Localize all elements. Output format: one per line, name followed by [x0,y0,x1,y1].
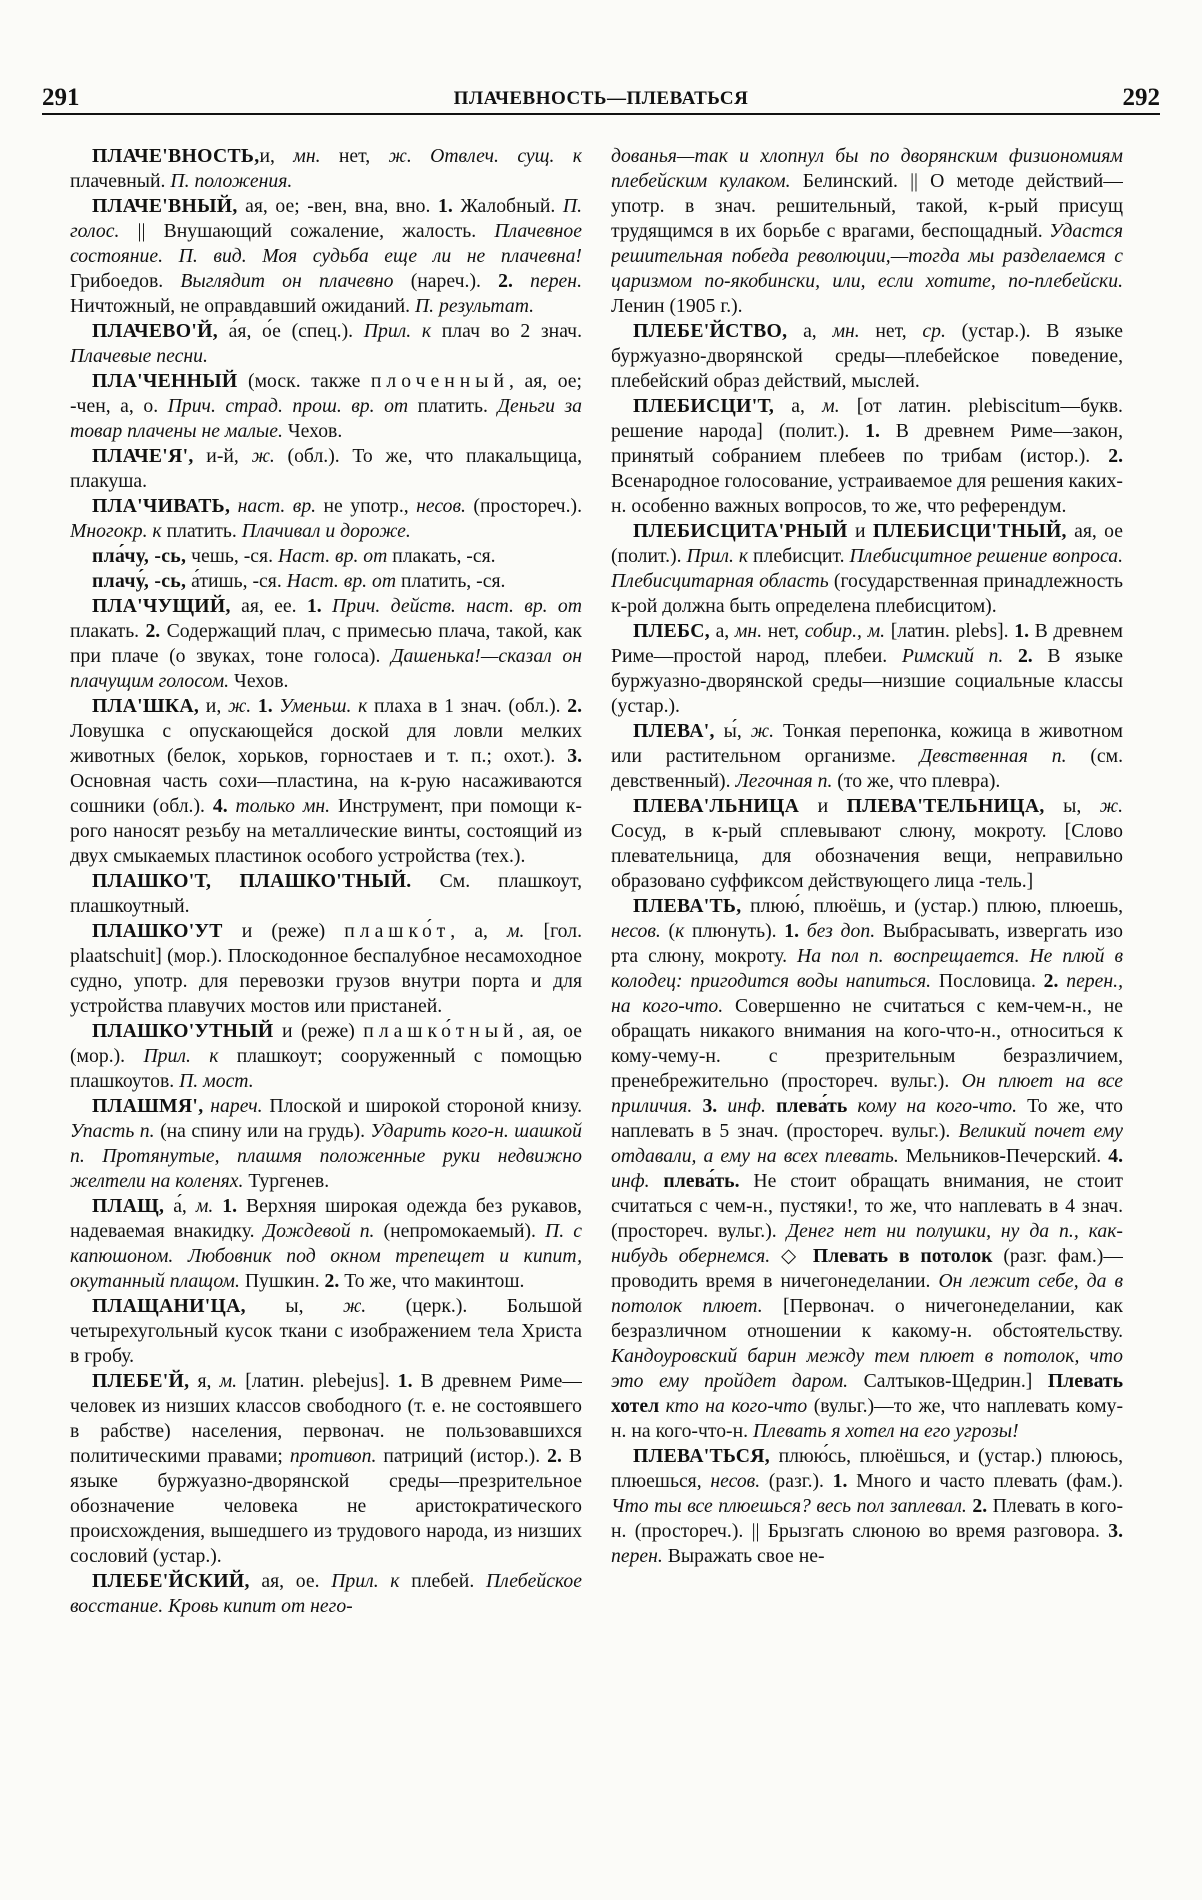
entry-text: 1. [306,595,322,617]
entry-text: и [799,795,847,817]
entry-text: Грибоедов. [70,270,181,292]
left-column [70,144,582,1884]
entry-text: , ая, ое; -чен, а, о. [70,370,582,417]
right-column [611,144,1123,1884]
entry-text: платить. [161,520,242,542]
entry-text: плебей. [399,1570,486,1592]
entry-text: мн. [832,320,860,342]
entry-text: плаха в 1 знач. (обл.). [367,695,568,717]
entry-headword: ПЛАЧЕ'ВНЫЙ, [92,195,238,217]
entry-text [251,695,258,717]
entry-text: ж. [342,1295,367,1317]
entry-text: Удастся решительная победа революции,—тогда мы разделаемся с царизмом по-якобински, или, если хотите, по-плебейски. [611,220,1123,292]
entry-headword: ПЛЕВА'ТЕЛЬНИЦА, [846,795,1045,817]
entry-text: Основная часть сохи—пластина, на к-рую насаживаются сошники (обл.). [70,770,582,817]
entry-text: Плебейское восстание. Кровь кипит от него- [70,1570,582,1617]
entry-text: мн. [734,620,763,642]
entry-text: 2. [1043,970,1059,992]
dictionary-entry [70,1019,582,1094]
entry-text: платить. [408,395,498,417]
entry-text: Всенародное голосование, устраиваемое для решения каких-н. особенно важных вопросов, то же, что референдум. [611,470,1123,517]
entry-text: Верхняя широкая одежда без рукавов, надеваемая внакидку. [70,1195,582,1242]
entry-text: [от латин. plebiscitum—букв. решение народа] (полит.). [611,395,1123,442]
entry-text: Деньги за товар плачены не малые. [70,395,582,442]
entry-text: ж. [227,695,252,717]
entry-text: 3. [702,1095,718,1117]
entry-text: Плебисцитное решение вопроса. Плебисцитарная область [611,545,1123,592]
page-number-left: 291 [42,84,80,111]
entry-text: плачевный. [70,170,171,192]
entry-text: [латин. plebejus]. [237,1370,398,1392]
entry-text: инф. [717,1095,766,1117]
page-number-right: 292 [1122,84,1160,111]
entry-text: м. [219,1370,238,1392]
entry-text: То же, что макинтош. [339,1270,525,1292]
entry-text: 1. [832,1470,848,1492]
entry-text: Тургенев. [243,1170,330,1192]
entry-headword: ПЛАШКО'УТНЫЙ [92,1020,274,1042]
entry-text: (на спину или на грудь). [154,1120,371,1142]
entry-text: Наст. вр. от [286,570,397,592]
entry-text: 1. [397,1370,413,1392]
entry-text: плебисцит. [748,545,850,567]
dictionary-entry [70,1569,582,1619]
entry-headword: ПЛАЧЕ'Я', [92,445,194,467]
dictionary-entry [611,319,1123,394]
entry-text: 2. [547,1445,562,1467]
entry-text: Выражать свое не- [662,1545,825,1567]
entry-text: Чехов. [282,420,343,442]
dictionary-entry [611,519,1123,619]
entry-text: 1. [257,695,273,717]
entry-text: м. [822,395,840,417]
dictionary-entry [611,144,1123,319]
entry-text: Плевать хотел [611,1370,1123,1417]
entry-text: [латин. plebs]. [885,620,1015,642]
entry-text: плашкоут; сооруженный с помощью плашкоутов. [70,1045,582,1092]
header-rule [42,113,1160,115]
entry-text: Ловушка с опускающейся доской для ловли мелких животных (белок, хорьков, горностаев и т. п.; охот.). [70,720,582,767]
entry-text: (вульг.)—то же, что наплевать кому-н. на кого-что-н. [611,1395,1123,1442]
dictionary-entry [611,894,1123,1444]
entry-text: ж. [251,445,275,467]
entry-text: То же, что наплевать в 5 знач. (простореч. вульг.). [611,1095,1123,1142]
entry-headword: ПЛЕБЕ'Й, [92,1370,190,1392]
entry-text: В древнем Риме—простой народ, плебеи. [611,620,1123,667]
entry-text: Денег нет ни полушки, ну да п., как-нибудь обернемся. [611,1220,1123,1267]
entry-text: П. положения. [170,170,293,192]
entry-text: Кандоуровский барин между тем плюет в потолок, что это ему пройдет даром. [611,1345,1123,1392]
dictionary-entry [70,319,582,369]
entry-text: чешь, -ся. [186,545,278,567]
entry-text: нареч. [203,1095,263,1117]
dictionary-entry [611,719,1123,794]
entry-text: П. голос. [70,195,582,242]
entry-text: Что ты все плюешься? весь пол заплевал. [611,1495,967,1517]
entry-text: и, [259,145,294,167]
entry-text: мн. [293,145,321,167]
entry-text: Ничтожный, не оправдавший ожиданий. [70,295,415,317]
entry-text: 2. [1017,645,1033,667]
entry-headword: ПЛА'ШКА, [92,695,200,717]
entry-text: На пол п. воспрещается. Не плюй в колодец: пригодится воды напиться. [611,945,1123,992]
entry-text: В языке буржуазно-дворянской среды—презрительное обозначение человека не аристократического происхождения, вышедшего из трудового народа, из низших сословий (устар.). [70,1445,582,1567]
entry-text: инф. [611,1170,650,1192]
entry-text: собир., м. [804,620,886,642]
entry-text: 1. [438,195,453,217]
entry-text: плашко́тный [363,1020,519,1042]
entry-headword: ПЛЕБЕ'ЙСКИЙ, [92,1570,250,1592]
dictionary-entry [70,144,582,194]
entry-text: а́, [164,1195,196,1217]
entry-text: ж. [1099,795,1123,817]
entry-text: плакать. [70,620,146,642]
entry-text: нет, [859,320,923,342]
entry-text: ая, ое; -вен, вна, вно. [237,195,438,217]
entry-text: , ая, ое (мор.). [70,1020,582,1067]
entry-text: ая, ое. [249,1570,332,1592]
entry-text: дованья—так и хлопнул бы по дворянским физиономиям плебейским кулаком. [611,145,1123,192]
entry-headword: ПЛАШМЯ', [92,1095,204,1117]
entry-headword: ПЛЕБИСЦИТА'РНЫЙ [633,520,848,542]
entry-text [692,1095,702,1117]
dictionary-entry [70,1294,582,1369]
entry-text: Наст. вр. от [277,545,388,567]
entry-text: и (реже) [273,1020,364,1042]
dictionary-entry [611,794,1123,894]
entry-text: ( [660,920,676,942]
entry-text: Римский п. [901,645,1004,667]
entry-text: (то же, что плевра). [832,770,1001,792]
entry-text: (церк.). Большой четырехугольный кусок ткани с изображением тела Христа в гробу. [70,1295,582,1367]
entry-text: а, [787,320,833,342]
entry-text: (моск. также [237,370,371,392]
entry-text: платить, -ся. [396,570,506,592]
entry-headword: ПЛА'ЧЕННЫЙ [92,370,238,392]
entry-text: ж. [750,720,775,742]
entry-text: 1. [784,920,800,942]
entry-text: Прил. к [331,1570,400,1592]
entry-text: кому на кого-что. [847,1095,1018,1117]
dictionary-entry [611,619,1123,719]
entry-text: Прил. к [363,320,432,342]
entry-text: П. мост. [179,1070,254,1092]
dictionary-entry [70,369,582,444]
entry-text: ая, ое (полит.). [611,520,1123,567]
entry-text: Жалобный. [452,195,563,217]
dictionary-entry [70,1369,582,1569]
dictionary-entry [611,394,1123,519]
entry-text: 2. [324,1270,340,1292]
entry-text: П. результат. [414,295,535,317]
entry-text: к [675,920,685,942]
entry-text: ы, [1044,795,1100,817]
entry-text: Девственная п. [919,745,1067,767]
entry-text: м. [506,920,525,942]
entry-text: Тонкая перепонка, кожица в животном или растительном организме. [611,720,1123,767]
entry-text: Прич. действ. наст. вр. от [321,595,582,617]
entry-text: 1. [1014,620,1029,642]
entry-text: Плевать в кого-н. (простореч.). || Брызгать слюною во время разговора. [611,1495,1123,1542]
entry-text: несов. [611,920,661,942]
entry-text: П. с капюшоном. Любовник под окном трепещет и кипит, окутанный плащом. [70,1220,582,1292]
entry-headword: ПЛЕВА'ТЬ, [633,895,742,917]
entry-text: Ударить кого-н. шашкой п. Протянутые, плашмя положенные руки недвижно желтели на коленях. [70,1120,582,1192]
entry-text: , а, [450,920,507,942]
entry-text: ы, [245,1295,343,1317]
entry-text: Упасть п. [70,1120,155,1142]
entry-text: а́я, о́е (спец.). [217,320,364,342]
entry-text: плач во 2 знач. [431,320,582,342]
entry-text: Уменьш. к [272,695,368,717]
entry-headword: ПЛЕБИСЦИ'Т, [633,395,775,417]
entry-text: 2. [145,620,161,642]
page-header [42,84,1160,116]
entry-text: и, [199,695,228,717]
entry-text: 4. [1108,1145,1123,1167]
entry-text: Белинский. || О методе действий—употр. в знач. решительный, такой, к-рый присущ трудящимся в их борьбе с врагами, беспощадный. [611,170,1123,242]
entry-text: Плачевное состояние. П. вид. Моя судьба еще ли не плачевна! [70,220,582,267]
entry-text: Дождевой п. [263,1220,375,1242]
entry-text: 1. [222,1195,238,1217]
entry-text: только мн. [227,795,331,817]
entry-text: перен. [512,270,582,292]
entry-text: Дашенька!—сказал он плачущим голосом. [70,645,582,692]
entry-headword: ПЛАШКО'Т, ПЛАШКО'ТНЫЙ. [92,870,412,892]
entry-text: [Первонач. о ничегонеделании, как безразличном отношении к какому-н. обстоятельству. [611,1295,1123,1342]
entry-text: Салтыков-Щедрин.] [848,1370,1048,1392]
entry-headword: ПЛАЩАНИ'ЦА, [92,1295,246,1317]
entry-text: [гол. plaatschuit] (мор.). Плоскодонное беспалубное несамоходное судно, употр. для перевозки грузов внутри порта и для устройства плавучих мостов или пристаней. [70,920,582,1017]
entry-text: кто на кого-что [659,1395,808,1417]
entry-text: нет, [762,620,805,642]
entry-text: а, [709,620,735,642]
entry-text: Прич. страд. прош. вр. от [167,395,409,417]
dictionary-entry [611,1444,1123,1569]
entry-text: Инструмент, при помощи к-рого наносят резьбу на металлические винты, состоящий из двух смыкаемых пластинок особого устройства (тех.). [70,795,582,867]
entry-headword: ПЛА'ЧУЩИЙ, [92,595,231,617]
entry-text: наст. вр. [230,495,317,517]
entry-text: плашко́т [344,920,451,942]
entry-text: 2. [498,270,513,292]
entry-text: (непромокаемый). [374,1220,546,1242]
entry-headword: плачу́, -сь, [92,570,187,592]
entry-text: плоченный [370,370,510,392]
entry-text: Содержащий плач, с примесью плача, такой, как при плаче (о звуках, тоне голоса). [70,620,582,667]
entry-headword: ПЛАЩ, [92,1195,165,1217]
entry-text: В древнем Риме—закон, принятый собранием плебеев по трибам (истор.). [611,420,1123,467]
dictionary-entry [70,494,582,544]
entry-text: плева́ть [765,1095,848,1117]
entry-headword: ПЛЕБИСЦИ'ТНЫЙ, [872,520,1067,542]
entry-text: ср. [922,320,946,342]
entry-text: Многокр. к [70,520,162,542]
entry-text: Прил. к [143,1045,219,1067]
entry-text: без доп. [799,920,876,942]
entry-text: Великий почет ему отдавали, а ему на всех плевать. [611,1120,1123,1167]
entry-text [1003,645,1018,667]
entry-headword: ПЛЕБЕ'ЙСТВО, [633,320,788,342]
entry-text: (устар.). В языке буржуазно-дворянской среды—плебейское поведение, плебейский образ действий, мыслей. [611,320,1123,392]
entry-text: Легочная п. [735,770,833,792]
entry-text: || Внушающий сожаление, жалость. [119,220,495,242]
entry-text: Плоской и широкой стороной книзу. [262,1095,582,1117]
entry-text: и-й, [193,445,252,467]
entry-text: перен. [611,1545,663,1567]
dictionary-entry [70,1194,582,1294]
entry-text: патриций (истор.). [376,1445,548,1467]
entry-text: Сосуд, в к-рый сплевывают слюну, мокроту. [Слово плевательница, для обозначения вещи, неправильно образовано суффиксом действующего лица -тель.] [611,820,1123,892]
entry-text: Не стоит обращать внимания, не стоит считаться с чем-н., пустяки!, то же, что наплевать в 4 знач. (простореч. вульг.). [611,1170,1123,1242]
entry-text: Он плюет на все приличия. [611,1070,1123,1117]
entry-text: Чехов. [229,670,289,692]
entry-text: плакать, -ся. [387,545,496,567]
dictionary-entry [70,569,582,594]
entry-text: Он лежит себе, да в потолок плюет. [611,1270,1123,1317]
entry-text: См. плашкоут, плашкоутный. [70,870,582,917]
dictionary-entry [70,544,582,569]
entry-headword: ПЛЕВА'ЛЬНИЦА [633,795,800,817]
entry-text: Ленин (1905 г.). [611,295,743,317]
entry-text: и [847,520,873,542]
entry-text: а, [774,395,823,417]
entry-text: плюю́, плюёшь, и (устар.) плюю, плюешь, [741,895,1123,917]
entry-text: Плачевые песни. [70,345,208,367]
dictionary-entry [70,444,582,494]
running-title: ПЛАЧЕВНОСТЬ—ПЛЕВАТЬСЯ [453,88,749,109]
entry-text: Плачивал и дороже. [241,520,411,542]
entry-text: Много и часто плевать (фам.). [847,1470,1123,1492]
dictionary-entry [70,194,582,319]
entry-headword: пла́чу, -сь, [92,545,187,567]
entry-text: несов. [710,1470,761,1492]
entry-text: (простореч.). [465,495,582,517]
entry-text: я, [189,1370,220,1392]
entry-headword: ПЛЕБС, [633,620,710,642]
entry-text: (обл.). То же, что плакальщица, плакуша. [70,445,582,492]
entry-text: Пословица. [931,970,1044,992]
entry-text: (нареч.). [393,270,499,292]
dictionary-entry [70,1094,582,1194]
entry-text: В языке буржуазно-дворянской среды—низшие социальные классы (устар.). [611,645,1123,717]
entry-text: 2. [972,1495,988,1517]
entry-text: 3. [567,745,582,767]
dictionary-entry [70,869,582,919]
entry-text: 1. [865,420,880,442]
entry-text: несов. [416,495,466,517]
entry-text: м. [195,1195,214,1217]
entry-text: ы́, [714,720,751,742]
entry-text: (государственная принадлежность к-рой должна быть определена плебисцитом). [611,570,1123,617]
entry-headword: ПЛЕВА', [633,720,715,742]
entry-text: (разг.). [760,1470,833,1492]
entry-text: Плевать в потолок [812,1245,993,1267]
dictionary-entry [70,594,582,694]
entry-text: ая, ее. [230,595,307,617]
entry-text: (разг. фам.)—проводить время в ничегонеделании. [611,1245,1123,1292]
entry-headword: ПЛА'ЧИВАТЬ, [92,495,231,517]
entry-headword: ПЛАШКО'УТ [92,920,223,942]
dictionary-entry [70,694,582,869]
entry-text: плюю́сь, плюёшься, и (устар.) плююсь, плюешься, [611,1445,1123,1492]
entry-text: Выглядит он плачевно [180,270,394,292]
entry-text: 4. [212,795,228,817]
entry-text: нет, [320,145,389,167]
entry-text: (см. девственный). [611,745,1123,792]
entry-text: перен., на кого-что. [611,970,1123,1017]
entry-text: Пушкин. [239,1270,325,1292]
entry-text: плюнуть). [684,920,785,942]
entry-text: 3. [1108,1520,1123,1542]
entry-headword: ПЛАЧЕ'ВНОСТЬ, [92,145,260,167]
entry-text: Прил. к [686,545,749,567]
entry-text: ж. Отвлеч. сущ. к [388,145,582,167]
entry-text: и (реже) [222,920,345,942]
entry-text: Совершенно не считаться с кем-чем-н., не обращать никакого внимания на кого-что-н., относиться к кому-чему-н. с презрительным безразличием, пренебрежительно (простореч. вульг.). [611,995,1123,1092]
entry-headword: ПЛАЧЕВО'Й, [92,320,218,342]
entry-headword: ПЛЕВА'ТЬСЯ, [633,1445,771,1467]
entry-text: ◇ [770,1245,813,1267]
entry-text: Плевать я хотел на его угрозы! [753,1420,1019,1442]
entry-text: не употр., [316,495,417,517]
entry-text: В древнем Риме—человек из низших классов свободного (т. е. не состоявшего в рабстве) населения, первонач. не пользовавшихся политическими правами; [70,1370,582,1467]
entry-text: Мельников-Печерский. [898,1145,1109,1167]
entry-text: Выбрасывать, извергать изо рта слюну, мокроту. [611,920,1123,967]
entry-text: противоп. [289,1445,377,1467]
entry-text: плева́ть. [649,1170,740,1192]
entry-text [213,1195,222,1217]
entry-text: а́тишь, -ся. [186,570,287,592]
entry-text: 2. [1108,445,1123,467]
entry-text: 2. [567,695,582,717]
dictionary-entry [70,919,582,1019]
